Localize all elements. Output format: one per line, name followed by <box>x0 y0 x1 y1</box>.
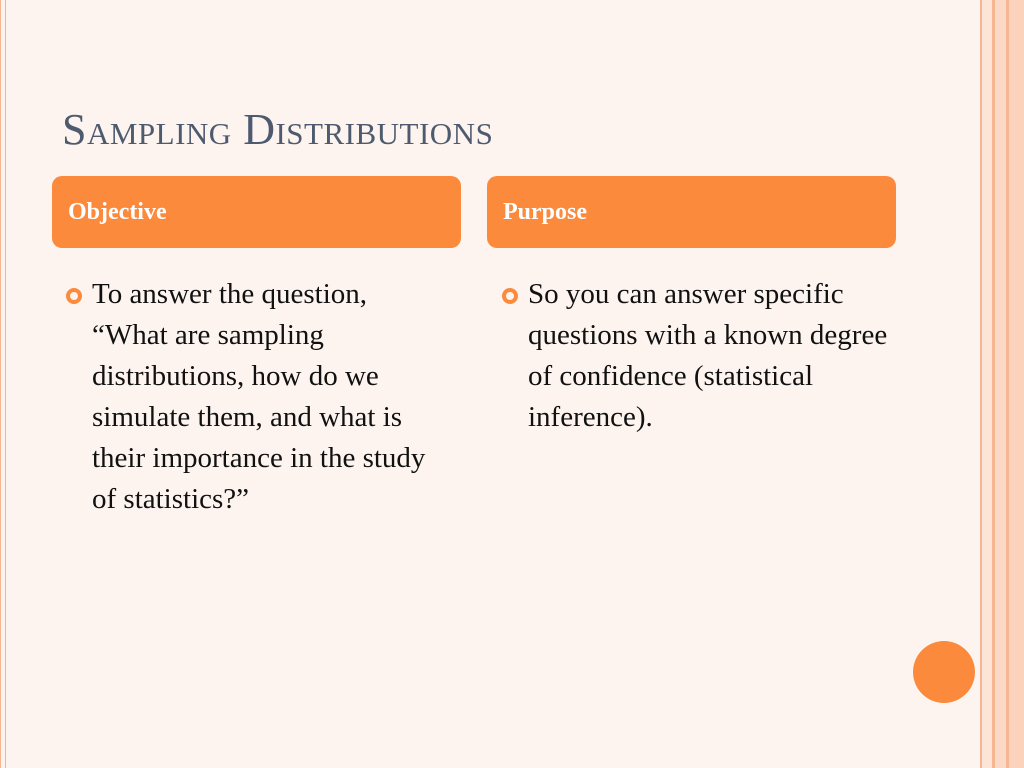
decorative-orange-circle <box>913 641 975 703</box>
stripe <box>982 0 992 768</box>
hollow-circle-bullet-icon <box>64 286 84 306</box>
stripe <box>995 0 1006 768</box>
objective-bullet-text: To answer the question, “What are sampling distributions, how do we simulate them, and what is their importance in the study of statistics?” <box>92 278 426 515</box>
purpose-header-label: Purpose <box>503 198 587 225</box>
stripe <box>1009 0 1024 768</box>
objective-header <box>52 176 461 248</box>
objective-bullet <box>64 274 444 520</box>
objective-header-label: Objective <box>68 198 167 225</box>
purpose-bullet <box>500 274 900 438</box>
hollow-circle-bullet-icon <box>500 286 520 306</box>
slide-title: Sampling Distributions <box>62 105 494 154</box>
purpose-bullet-text: So you can answer specific questions with a known degree of confidence (statistical inference). <box>528 278 888 433</box>
right-stripes <box>980 0 1024 768</box>
purpose-header <box>487 176 896 248</box>
